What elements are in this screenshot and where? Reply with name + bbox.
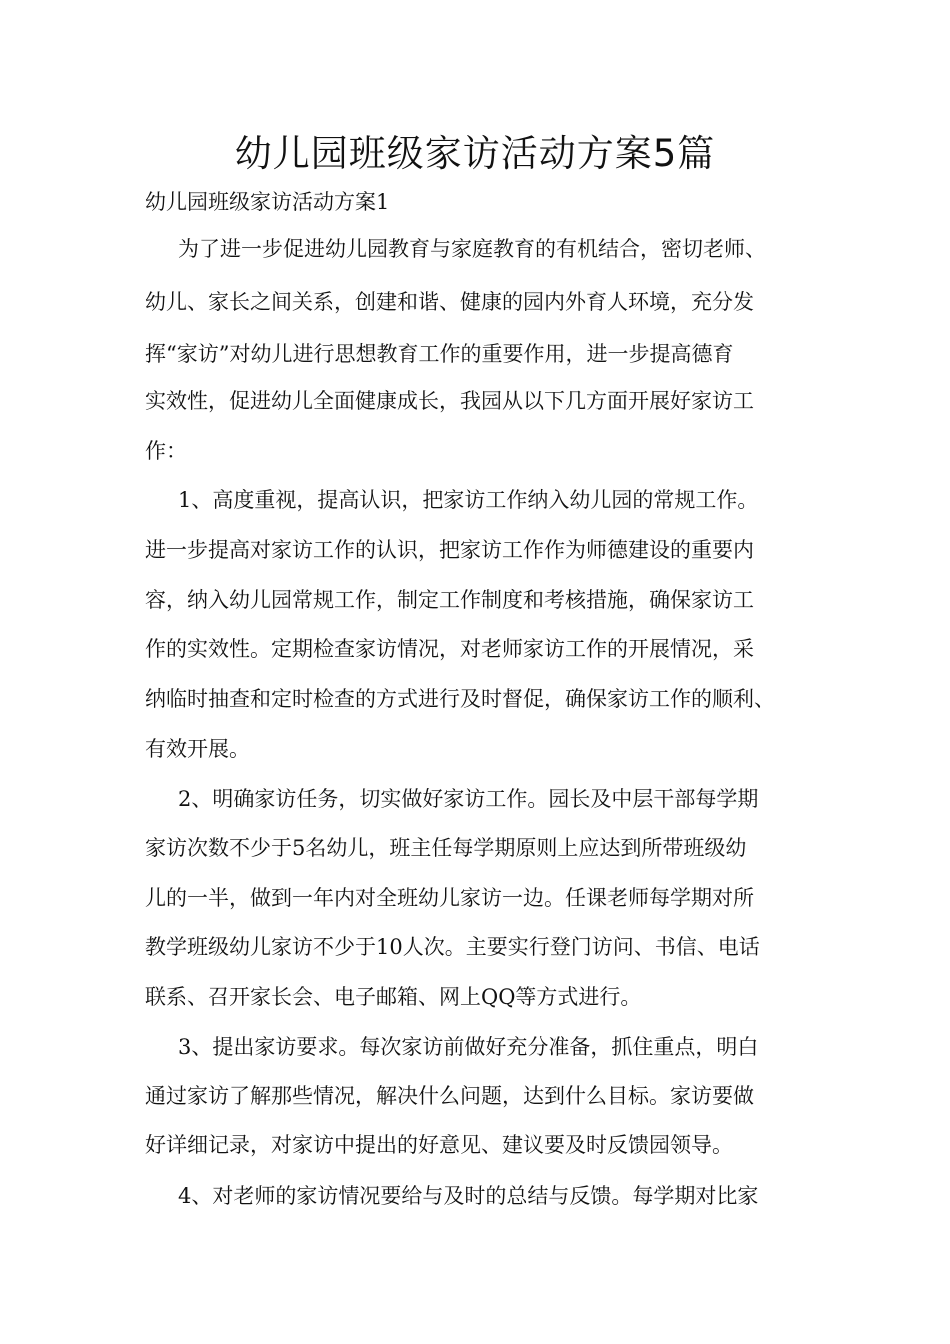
text-line: 2、明确家访任务，切实做好家访工作。园长及中层干部每学期: [178, 787, 759, 811]
text-line: 挥“家访”对幼儿进行思想教育工作的重要作用，进一步提高德育: [145, 342, 734, 366]
text-line: 家访次数不少于5名幼儿，班主任每学期原则上应达到所带班级幼: [145, 836, 747, 860]
text-line: 好详细记录，对家访中提出的好意见、建议要及时反馈园领导。: [145, 1133, 733, 1157]
text-line: 作的实效性。定期检查家访情况，对老师家访工作的开展情况，采: [145, 637, 754, 661]
text-line: 作：: [145, 439, 187, 463]
text-line: 容，纳入幼儿园常规工作，制定工作制度和考核措施，确保家访工: [145, 588, 754, 612]
text-line: 有效开展。: [145, 737, 250, 761]
text-line: 纳临时抽查和定时检查的方式进行及时督促，确保家访工作的顺利、: [145, 687, 775, 711]
text-line: 通过家访了解那些情况，解决什么问题，达到什么目标。家访要做: [145, 1084, 754, 1108]
text-line: 为了进一步促进幼儿园教育与家庭教育的有机结合，密切老师、: [178, 237, 766, 261]
text-line: 儿的一半，做到一年内对全班幼儿家访一边。任课老师每学期对所: [145, 886, 754, 910]
text-line: 1、高度重视，提高认识，把家访工作纳入幼儿园的常规工作。: [178, 488, 759, 512]
text-line: 进一步提高对家访工作的认识，把家访工作作为师德建设的重要内: [145, 538, 754, 562]
text-line: 幼儿、家长之间关系，创建和谐、健康的园内外育人环境，充分发: [145, 290, 754, 314]
text-line: 3、提出家访要求。每次家访前做好充分准备，抓住重点，明白: [178, 1035, 759, 1059]
text-line: 4、对老师的家访情况要给与及时的总结与反馈。每学期对比家: [178, 1184, 759, 1208]
text-line: 实效性，促进幼儿全面健康成长，我园从以下几方面开展好家访工: [145, 389, 754, 413]
section-subtitle: 幼儿园班级家访活动方案1: [145, 190, 390, 214]
text-line: 教学班级幼儿家访不少于10人次。主要实行登门访问、书信、电话: [145, 935, 760, 959]
document-title: 幼儿园班级家访活动方案5篇: [234, 132, 716, 175]
text-line: 联系、召开家长会、电子邮箱、网上QQ等方式进行。: [145, 985, 642, 1009]
